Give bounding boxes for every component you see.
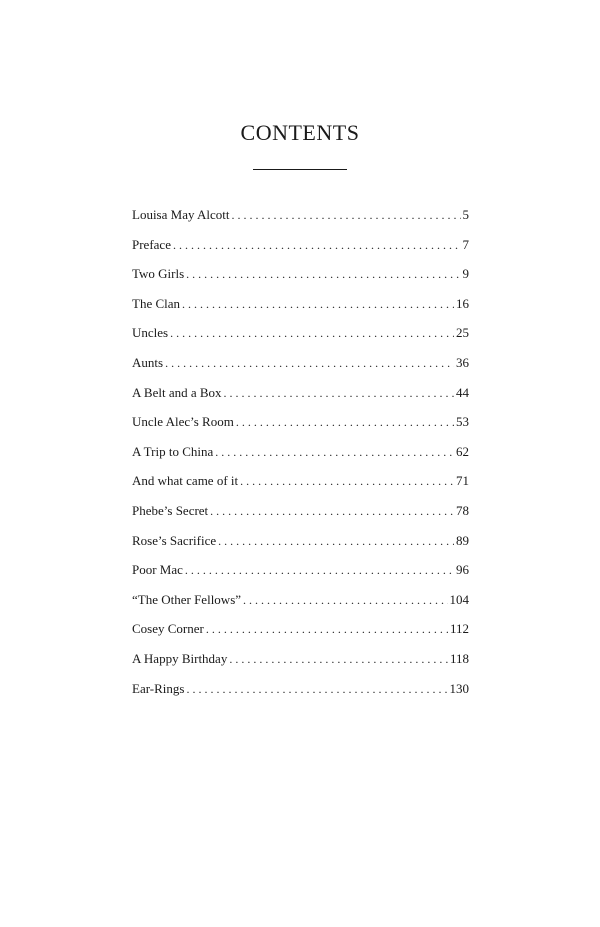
dot-leader [224,381,454,405]
page-title: CONTENTS [240,120,360,145]
toc-entry-page: 78 [456,502,469,518]
dot-leader [215,440,454,464]
toc-entry[interactable] [132,410,469,440]
toc-entry-page: 118 [449,650,469,666]
toc-entry-title: Aunts [132,354,164,370]
toc-entry-page: 71 [456,473,469,489]
toc-entry-page: 16 [456,295,469,311]
dot-leader [229,647,448,671]
toc-entry[interactable] [132,469,469,499]
toc-entry[interactable] [132,203,469,233]
dot-leader [165,351,454,375]
toc-entry[interactable] [132,647,469,677]
toc-entry-title: And what came of it [132,473,239,489]
toc-entry-page: 96 [456,562,469,578]
dot-leader [218,529,454,553]
toc-entry-page: 9 [462,266,469,282]
toc-entry-title: Preface [132,236,171,252]
toc-entry-title: Uncle Alec’s Room [132,414,234,430]
dot-leader [186,262,460,286]
dot-leader [182,292,454,316]
toc-entry-page: 62 [456,443,469,459]
dot-leader [210,499,454,523]
dot-leader [240,469,454,493]
toc-entry-page: 89 [456,532,469,548]
toc-entry[interactable] [132,499,469,529]
toc-entry-title: Ear-Rings [132,680,185,696]
dot-leader [186,677,447,701]
toc-entry-title: Cosey Corner [132,621,204,637]
dot-leader [170,321,454,345]
toc-entry[interactable] [132,677,469,707]
toc-entry-title: A Happy Birthday [132,650,228,666]
toc-entry-page: 53 [456,414,469,430]
toc-entry-title: Louisa May Alcott [132,207,230,222]
toc-entry[interactable] [132,558,469,588]
dot-leader [173,233,461,257]
toc-entry[interactable] [132,262,469,292]
table-of-contents [132,203,469,706]
toc-entry-page: 130 [449,680,469,696]
dot-leader [243,588,447,612]
title-divider [253,169,347,170]
toc-entry-title: Two Girls [132,266,185,282]
toc-entry-title: Uncles [132,325,169,341]
dot-leader [236,410,454,434]
toc-entry-title: “The Other Fellows” [132,591,242,607]
toc-entry-page: 7 [462,236,469,252]
dot-leader [185,558,454,582]
toc-entry[interactable] [132,529,469,559]
toc-entry-page: 104 [449,591,469,607]
toc-entry-title: Rose’s Sacrifice [132,532,217,548]
toc-entry[interactable] [132,381,469,411]
toc-entry-title: The Clan [132,295,181,311]
toc-entry[interactable] [132,617,469,647]
toc-entry-page: 112 [449,621,469,637]
toc-entry[interactable] [132,351,469,381]
toc-entry-page: 36 [456,354,469,370]
toc-entry[interactable] [132,233,469,263]
toc-entry[interactable] [132,321,469,351]
toc-entry-title: A Trip to China [132,443,214,459]
toc-entry[interactable] [132,588,469,618]
toc-entry-page: 25 [456,325,469,341]
toc-entry-page: 5 [462,207,469,222]
toc-entry-title: A Belt and a Box [132,384,222,400]
dot-leader [206,617,448,641]
toc-entry-title: Phebe’s Secret [132,502,209,518]
toc-entry[interactable] [132,292,469,322]
toc-entry-title: Poor Mac [132,562,183,578]
toc-entry[interactable] [132,440,469,470]
toc-entry-page: 44 [456,384,469,400]
dot-leader [232,203,461,227]
